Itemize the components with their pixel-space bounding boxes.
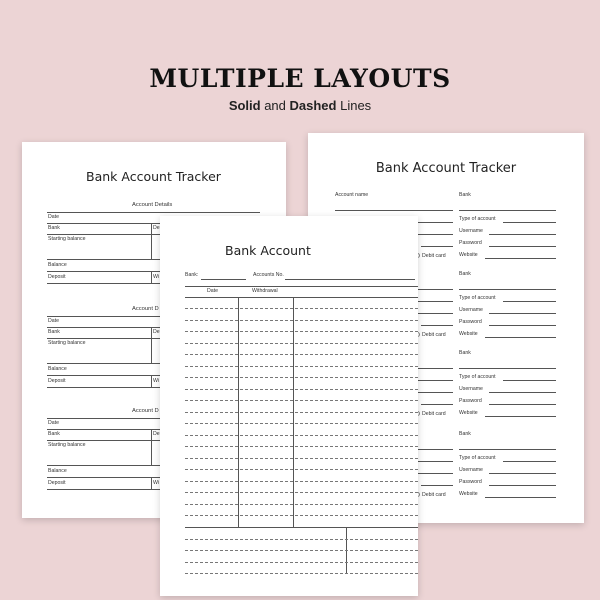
sheet3-username-label: Username	[459, 386, 483, 392]
sheet2-table-row	[185, 366, 418, 367]
sheet3-debit-card-option: Debit card	[415, 332, 446, 338]
sheet2-table-top	[185, 286, 418, 287]
sheet1-bank-label: Bank	[48, 329, 60, 335]
sheet1-title: Bank Account Tracker	[86, 169, 221, 184]
sheet1-section-title: Account D	[132, 306, 159, 312]
sheet3-password-label: Password	[459, 398, 482, 404]
sheet1-section-title: Account Details	[132, 202, 173, 208]
sheet2-table-row	[185, 389, 418, 390]
sheet2-table-row	[185, 377, 418, 378]
sheet1-deposit-label: Deposit	[48, 274, 66, 280]
sheet3-rule	[459, 210, 556, 211]
sheet1-divider	[151, 375, 152, 387]
sheet1-right-field-label: Wi	[153, 378, 160, 384]
sheet2-table-row	[185, 469, 418, 470]
sheet2-table-row	[185, 354, 418, 355]
sheet3-website-label: Website	[459, 410, 478, 416]
sheet2-accounts-no-line	[285, 279, 415, 280]
sheet1-right-field-label: Wi	[153, 480, 160, 486]
subheadline-and: and	[260, 98, 290, 113]
sheet1-bank-label: Bank	[48, 431, 60, 437]
sheet1-balance-label: Balance	[48, 262, 67, 268]
subheadline	[0, 98, 600, 113]
sheet3-username-label: Username	[459, 307, 483, 313]
sheet2-table-row	[185, 515, 418, 516]
sheet1-divider	[151, 429, 152, 465]
sheet1-rule	[47, 212, 260, 213]
sheet3-website-label: Website	[459, 252, 478, 258]
sheet3-rule	[489, 473, 556, 474]
sheet3-rule	[485, 258, 556, 259]
sheet1-right-field-label: Wi	[153, 274, 160, 280]
sheet3-rule	[489, 485, 556, 486]
sheet2-table-row	[185, 481, 418, 482]
subheadline-dashed: Dashed	[289, 98, 337, 113]
sheet3-type-label: Type of account	[459, 295, 496, 301]
sheet2-table-row	[185, 492, 418, 493]
sheet2-table-row	[185, 320, 418, 321]
sheet2-table-row	[185, 446, 418, 447]
sheet3-rule	[489, 313, 556, 314]
sheet2-table-row	[185, 423, 418, 424]
sheet3-rule	[485, 337, 556, 338]
sheet3-title: Bank Account Tracker	[375, 161, 517, 176]
sheet1-starting-balance-label: Starting balance	[48, 236, 86, 242]
sheet1-right-field-label: De	[153, 431, 160, 437]
sheet3-rule	[459, 289, 556, 290]
sheet3-password-label: Password	[459, 319, 482, 325]
sheet2-table-row	[185, 573, 418, 574]
sheet3-type-label: Type of account	[459, 374, 496, 380]
sheet1-section-title: Account D	[132, 408, 159, 414]
sheet2-table-row	[185, 343, 418, 344]
sheet3-bank-label: Bank	[459, 192, 471, 198]
sheet1-starting-balance-label: Starting balance	[48, 340, 86, 346]
sheet3-username-label: Username	[459, 467, 483, 473]
sheet3-type-label: Type of account	[459, 455, 496, 461]
sheet1-deposit-label: Deposit	[48, 378, 66, 384]
sheet3-rule	[489, 234, 556, 235]
sheet2-table-row	[185, 400, 418, 401]
sheet2-table-row	[185, 550, 418, 551]
sheet1-divider	[151, 223, 152, 259]
sheet1-right-field-label: De	[153, 329, 160, 335]
sheet3-website-label: Website	[459, 491, 478, 497]
sheet3-debit-card-option: Debit card	[415, 411, 446, 417]
sheet3-bank-label: Bank	[459, 350, 471, 356]
sheet2-col-withdrawal: Withdrawal	[252, 288, 278, 294]
sheet3-rule	[503, 222, 556, 223]
sheet1-divider	[151, 477, 152, 489]
sheet3-rule	[421, 325, 453, 326]
subheadline-lines: Lines	[336, 98, 372, 113]
subheadline-solid: Solid	[228, 98, 261, 113]
sheet3-website-label: Website	[459, 331, 478, 337]
sheet3-debit-card-option: Debit card	[415, 492, 446, 498]
sheet1-divider	[151, 327, 152, 363]
sheet3-rule	[485, 416, 556, 417]
sheet3-rule	[421, 485, 453, 486]
sheet3-rule	[503, 301, 556, 302]
sheet1-date-label: Date	[48, 214, 59, 220]
sheet2-table-row	[185, 458, 418, 459]
sheet2-bank-line	[201, 279, 246, 280]
sheet3-bank-label: Bank	[459, 271, 471, 277]
sheet1-starting-balance-label: Starting balance	[48, 442, 86, 448]
headline: MULTIPLE LAYOUTS	[149, 64, 451, 93]
sheet3-rule	[459, 449, 556, 450]
sheet2-table-row	[185, 435, 418, 436]
sheet2-title: Bank Account	[225, 243, 311, 258]
sheet3-rule	[503, 380, 556, 381]
sheet3-password-label: Password	[459, 479, 482, 485]
sheet2-col-date: Date	[207, 288, 218, 294]
sheet1-date-label: Date	[48, 318, 59, 324]
sheet2-bank-label: Bank:	[185, 272, 199, 278]
sheet3-rule	[459, 368, 556, 369]
sheet3-rule	[335, 210, 453, 211]
sheet3-bank-label: Bank	[459, 431, 471, 437]
sheet2-table-row	[185, 562, 418, 563]
sheet3-debit-card-option: Debit card	[415, 253, 446, 259]
sheet3-rule	[485, 497, 556, 498]
sheet2-rule	[185, 527, 418, 528]
sheet3-rule	[489, 404, 556, 405]
sheet1-right-field-label: De	[153, 225, 160, 231]
sheet2-table-row	[185, 504, 418, 505]
sheet1-balance-label: Balance	[48, 468, 67, 474]
sheet3-rule	[503, 461, 556, 462]
sheet1-balance-label: Balance	[48, 366, 67, 372]
sheet3-rule	[489, 246, 556, 247]
sheet3-account-name-label: Account name	[335, 192, 369, 198]
sheet2-table-row	[185, 412, 418, 413]
sheet3-rule	[421, 246, 453, 247]
sheet3-rule	[489, 325, 556, 326]
sheet2-table-row	[185, 308, 418, 309]
sheet3-rule	[489, 392, 556, 393]
sheet1-bank-label: Bank	[48, 225, 60, 231]
sheet1-date-label: Date	[48, 420, 59, 426]
sheet2-table-row	[185, 331, 418, 332]
sheet1-divider	[151, 271, 152, 283]
sheet3-rule	[421, 404, 453, 405]
sheet2-header-line	[185, 297, 418, 298]
sheet3-username-label: Username	[459, 228, 483, 234]
sheet3-type-label: Type of account	[459, 216, 496, 222]
sheet2-table-row	[185, 539, 418, 540]
sheet3-password-label: Password	[459, 240, 482, 246]
sheet1-deposit-label: Deposit	[48, 480, 66, 486]
sheet-transactions	[160, 216, 418, 596]
sheet2-accounts-no-label: Accounts No.	[253, 272, 284, 278]
